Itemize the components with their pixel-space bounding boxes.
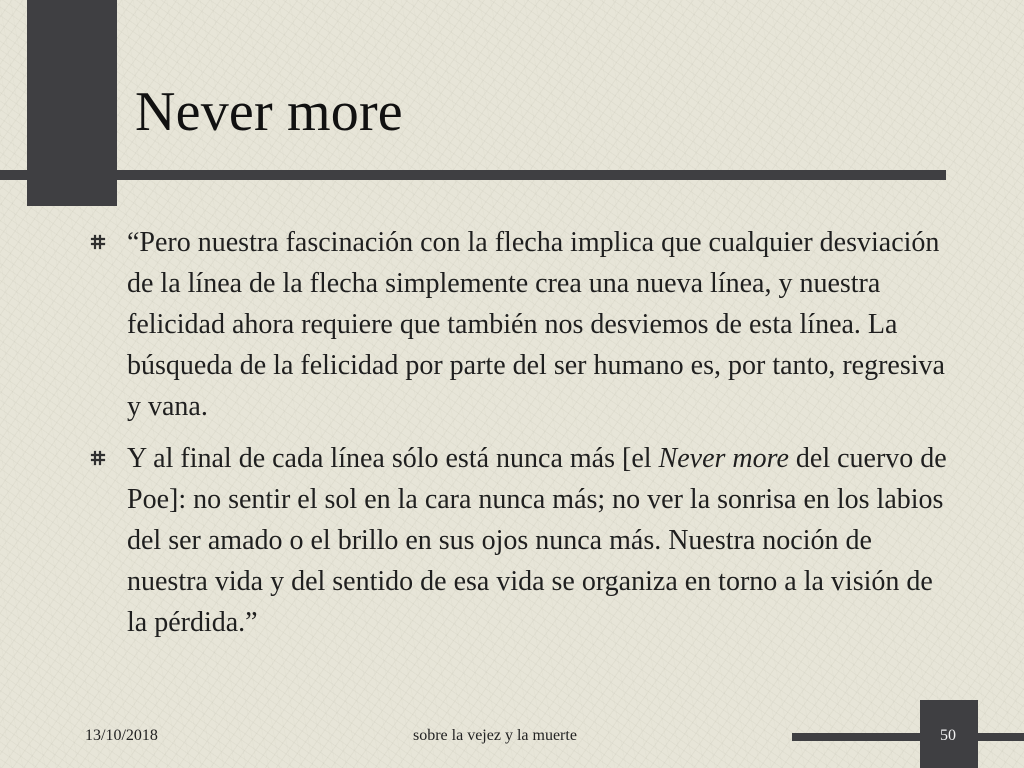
bullet-text-2 <box>127 438 955 643</box>
bullet-item-1 <box>85 222 955 427</box>
title-divider-line <box>0 170 946 180</box>
bullet-text-1: “Pero nuestra fascinación con la flecha implica que cualquier desviación de la línea de la flecha simplemente crea una nueva línea, y nuestra felicidad ahora requiere que también nos desviemos de esta línea. La búsqueda de la felicidad por parte del ser humano es, por tanto, regresiva y vana. <box>127 227 945 422</box>
bullet-text-2-before-italic: Y al final de cada línea sólo está nunca más [el <box>127 443 659 474</box>
bullet-text-2-after-italic: del cuervo de Poe]: no sentir el sol en la cara nunca más; no ver la sonrisa en los labios del ser amado o el brillo en sus ojos nunca más. Nuestra noción de nuestra vida y del sentido de esa vida se organiza en torno a la visión de la pérdida.” <box>127 443 947 638</box>
page-number: 50 <box>940 727 956 744</box>
slide-content <box>85 222 955 654</box>
bullet-text-2-italic: Never more <box>658 443 789 474</box>
footer-decorative-bar <box>792 733 1024 741</box>
slide-footer <box>0 724 1024 768</box>
footer-date: 13/10/2018 <box>85 727 158 744</box>
hash-icon <box>90 450 106 466</box>
bullet-item-2 <box>85 438 955 643</box>
slide-title: Never more <box>135 81 403 143</box>
hash-icon <box>90 234 106 250</box>
footer-title: sobre la vejez y la muerte <box>413 727 577 744</box>
